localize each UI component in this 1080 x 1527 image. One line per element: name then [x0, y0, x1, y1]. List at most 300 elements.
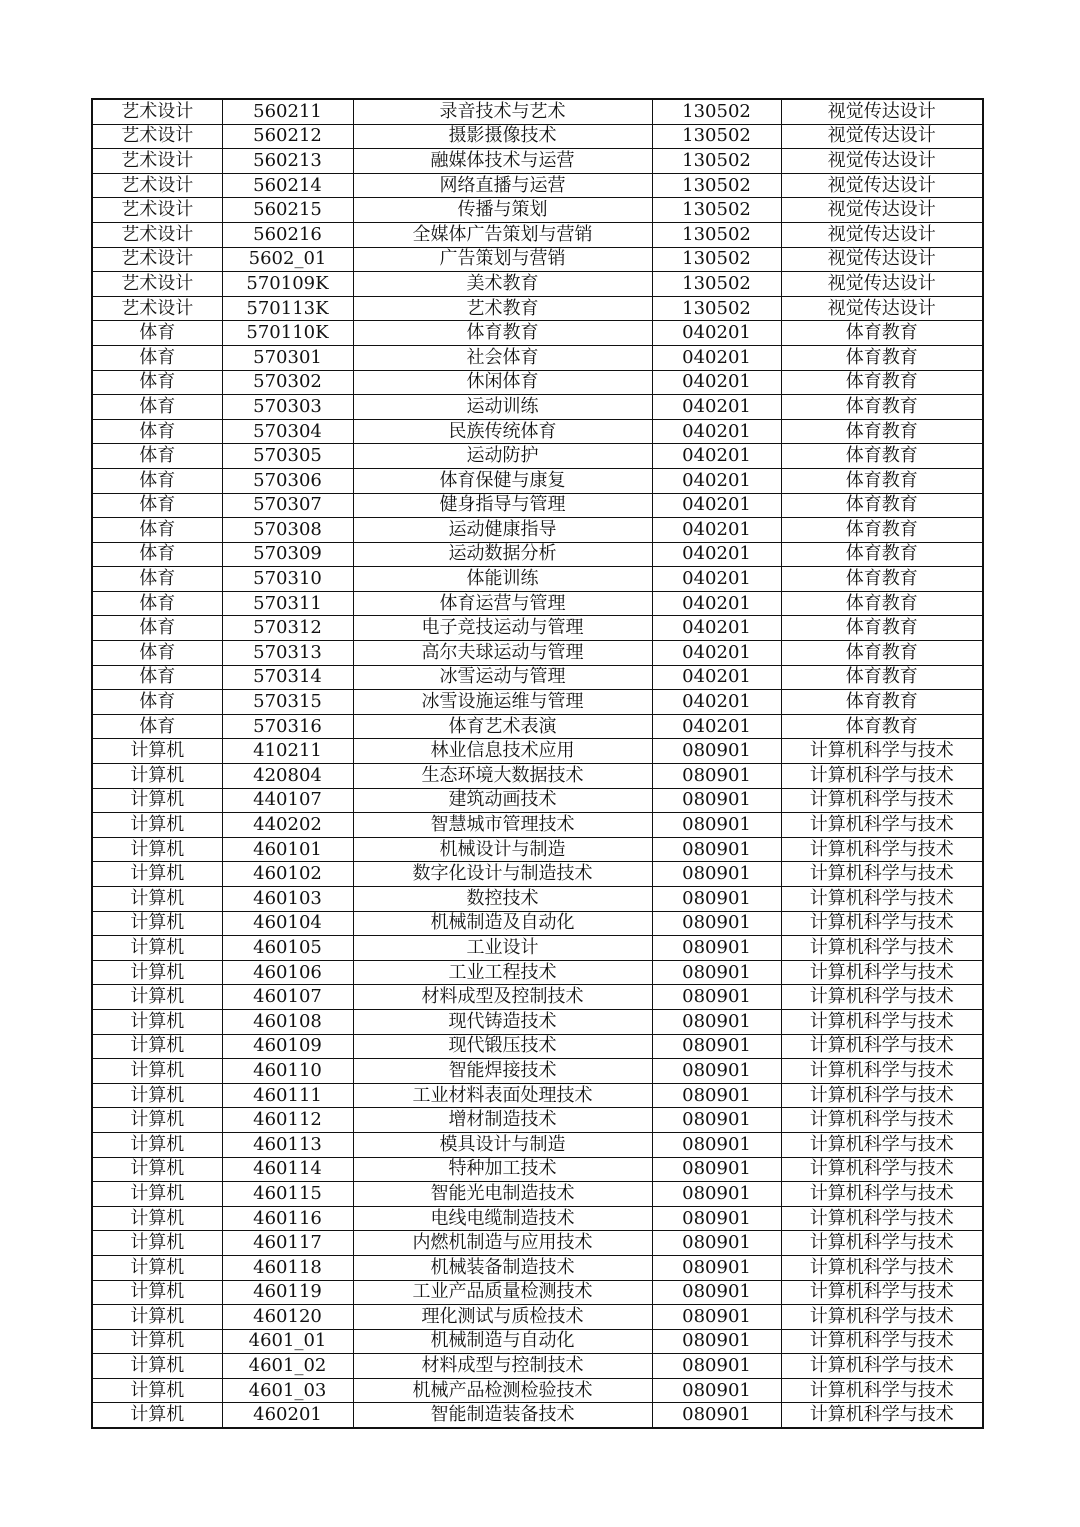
undergrad-major-cell: 体育教育: [781, 690, 983, 715]
undergrad-major-cell: 体育教育: [781, 665, 983, 690]
table-row: [92, 911, 983, 936]
vocational-code-cell: 570303: [222, 395, 353, 420]
undergrad-major-cell: 计算机科学与技术: [781, 1329, 983, 1354]
vocational-major-cell: 全媒体广告策划与营销: [353, 222, 652, 247]
category-cell: 计算机: [92, 1132, 222, 1157]
undergrad-major-cell: 计算机科学与技术: [781, 1378, 983, 1403]
vocational-major-cell: 体育保健与康复: [353, 468, 652, 493]
category-cell: 体育: [92, 370, 222, 395]
undergrad-major-cell: 视觉传达设计: [781, 272, 983, 297]
vocational-major-cell: 艺术教育: [353, 296, 652, 321]
vocational-code-cell: 570314: [222, 665, 353, 690]
vocational-major-cell: 网络直播与运营: [353, 173, 652, 198]
undergrad-code-cell: 080901: [652, 1329, 781, 1354]
table-row: [92, 714, 983, 739]
vocational-code-cell: 570312: [222, 616, 353, 641]
vocational-major-cell: 电线电缆制造技术: [353, 1206, 652, 1231]
table-row: [92, 198, 983, 223]
category-cell: 计算机: [92, 1059, 222, 1084]
vocational-code-cell: 570113K: [222, 296, 353, 321]
vocational-code-cell: 460113: [222, 1132, 353, 1157]
vocational-major-cell: 智慧城市管理技术: [353, 813, 652, 838]
undergrad-code-cell: 080901: [652, 1403, 781, 1428]
vocational-code-cell: 460101: [222, 837, 353, 862]
undergrad-code-cell: 130502: [652, 198, 781, 223]
category-cell: 体育: [92, 444, 222, 469]
vocational-code-cell: 560214: [222, 173, 353, 198]
category-cell: 体育: [92, 591, 222, 616]
undergrad-major-cell: 计算机科学与技术: [781, 813, 983, 838]
vocational-code-cell: 440202: [222, 813, 353, 838]
vocational-code-cell: 570110K: [222, 321, 353, 346]
category-cell: 体育: [92, 641, 222, 666]
vocational-code-cell: 570309: [222, 542, 353, 567]
undergrad-major-cell: 体育教育: [781, 444, 983, 469]
vocational-code-cell: 4601_02: [222, 1354, 353, 1379]
table-row: [92, 345, 983, 370]
table-row: [92, 1009, 983, 1034]
vocational-major-cell: 林业信息技术应用: [353, 739, 652, 764]
vocational-major-cell: 生态环境大数据技术: [353, 764, 652, 789]
table-row: [92, 1280, 983, 1305]
vocational-major-cell: 机械产品检测检验技术: [353, 1378, 652, 1403]
category-cell: 计算机: [92, 1157, 222, 1182]
undergrad-major-cell: 计算机科学与技术: [781, 1157, 983, 1182]
category-cell: 体育: [92, 714, 222, 739]
table-row: [92, 616, 983, 641]
undergrad-major-cell: 视觉传达设计: [781, 124, 983, 149]
undergrad-major-cell: 体育教育: [781, 370, 983, 395]
table-row: [92, 296, 983, 321]
vocational-major-cell: 体育艺术表演: [353, 714, 652, 739]
undergrad-code-cell: 080901: [652, 1354, 781, 1379]
undergrad-major-cell: 计算机科学与技术: [781, 862, 983, 887]
category-cell: 计算机: [92, 764, 222, 789]
undergrad-code-cell: 040201: [652, 419, 781, 444]
vocational-major-cell: 智能光电制造技术: [353, 1182, 652, 1207]
undergrad-code-cell: 040201: [652, 641, 781, 666]
vocational-major-cell: 冰雪运动与管理: [353, 665, 652, 690]
category-cell: 体育: [92, 616, 222, 641]
major-mapping-table: [91, 98, 984, 1429]
undergrad-code-cell: 080901: [652, 1083, 781, 1108]
undergrad-major-cell: 计算机科学与技术: [781, 1206, 983, 1231]
vocational-major-cell: 运动健康指导: [353, 518, 652, 543]
table-row: [92, 247, 983, 272]
vocational-code-cell: 460114: [222, 1157, 353, 1182]
vocational-code-cell: 460111: [222, 1083, 353, 1108]
vocational-code-cell: 460115: [222, 1182, 353, 1207]
undergrad-major-cell: 视觉传达设计: [781, 99, 983, 124]
category-cell: 计算机: [92, 1354, 222, 1379]
table-row: [92, 591, 983, 616]
vocational-code-cell: 460118: [222, 1255, 353, 1280]
vocational-code-cell: 560213: [222, 149, 353, 174]
table-row: [92, 1354, 983, 1379]
category-cell: 计算机: [92, 862, 222, 887]
undergrad-code-cell: 080901: [652, 764, 781, 789]
undergrad-code-cell: 080901: [652, 1255, 781, 1280]
category-cell: 计算机: [92, 1182, 222, 1207]
undergrad-code-cell: 130502: [652, 272, 781, 297]
undergrad-code-cell: 040201: [652, 345, 781, 370]
undergrad-code-cell: 040201: [652, 690, 781, 715]
category-cell: 计算机: [92, 813, 222, 838]
category-cell: 计算机: [92, 1403, 222, 1428]
vocational-major-cell: 健身指导与管理: [353, 493, 652, 518]
vocational-major-cell: 传播与策划: [353, 198, 652, 223]
undergrad-major-cell: 体育教育: [781, 419, 983, 444]
undergrad-major-cell: 体育教育: [781, 518, 983, 543]
vocational-major-cell: 工业材料表面处理技术: [353, 1083, 652, 1108]
category-cell: 计算机: [92, 936, 222, 961]
category-cell: 计算机: [92, 1329, 222, 1354]
table-row: [92, 1206, 983, 1231]
category-cell: 计算机: [92, 1305, 222, 1330]
undergrad-major-cell: 体育教育: [781, 616, 983, 641]
undergrad-major-cell: 计算机科学与技术: [781, 985, 983, 1010]
undergrad-code-cell: 080901: [652, 1206, 781, 1231]
table-row: [92, 1182, 983, 1207]
table-row: [92, 493, 983, 518]
category-cell: 计算机: [92, 1009, 222, 1034]
table-row: [92, 862, 983, 887]
undergrad-major-cell: 视觉传达设计: [781, 198, 983, 223]
table-row: [92, 1132, 983, 1157]
vocational-code-cell: 570306: [222, 468, 353, 493]
vocational-code-cell: 440107: [222, 788, 353, 813]
undergrad-major-cell: 计算机科学与技术: [781, 1009, 983, 1034]
table-row: [92, 960, 983, 985]
vocational-code-cell: 5602_01: [222, 247, 353, 272]
undergrad-code-cell: 130502: [652, 149, 781, 174]
table-row: [92, 813, 983, 838]
undergrad-code-cell: 080901: [652, 887, 781, 912]
undergrad-code-cell: 080901: [652, 936, 781, 961]
vocational-code-cell: 460105: [222, 936, 353, 961]
undergrad-major-cell: 体育教育: [781, 395, 983, 420]
table-row: [92, 1378, 983, 1403]
vocational-major-cell: 机械装备制造技术: [353, 1255, 652, 1280]
undergrad-major-cell: 视觉传达设计: [781, 296, 983, 321]
category-cell: 体育: [92, 419, 222, 444]
table-row: [92, 1403, 983, 1428]
vocational-major-cell: 工业产品质量检测技术: [353, 1280, 652, 1305]
vocational-code-cell: 4601_03: [222, 1378, 353, 1403]
vocational-code-cell: 460108: [222, 1009, 353, 1034]
category-cell: 艺术设计: [92, 222, 222, 247]
vocational-major-cell: 建筑动画技术: [353, 788, 652, 813]
category-cell: 计算机: [92, 739, 222, 764]
table-row: [92, 1059, 983, 1084]
category-cell: 体育: [92, 345, 222, 370]
vocational-code-cell: 460103: [222, 887, 353, 912]
category-cell: 计算机: [92, 1206, 222, 1231]
undergrad-major-cell: 计算机科学与技术: [781, 1059, 983, 1084]
vocational-code-cell: 570307: [222, 493, 353, 518]
undergrad-code-cell: 040201: [652, 567, 781, 592]
vocational-code-cell: 460104: [222, 911, 353, 936]
undergrad-major-cell: 体育教育: [781, 591, 983, 616]
category-cell: 计算机: [92, 788, 222, 813]
table-row: [92, 222, 983, 247]
undergrad-code-cell: 080901: [652, 1231, 781, 1256]
undergrad-major-cell: 体育教育: [781, 493, 983, 518]
table-row: [92, 1255, 983, 1280]
undergrad-code-cell: 080901: [652, 739, 781, 764]
table-row: [92, 567, 983, 592]
category-cell: 艺术设计: [92, 124, 222, 149]
category-cell: 艺术设计: [92, 272, 222, 297]
category-cell: 体育: [92, 468, 222, 493]
undergrad-code-cell: 040201: [652, 542, 781, 567]
vocational-code-cell: 570313: [222, 641, 353, 666]
table-row: [92, 985, 983, 1010]
table-row: [92, 542, 983, 567]
vocational-major-cell: 摄影摄像技术: [353, 124, 652, 149]
vocational-major-cell: 体育运营与管理: [353, 591, 652, 616]
undergrad-major-cell: 计算机科学与技术: [781, 1305, 983, 1330]
undergrad-major-cell: 计算机科学与技术: [781, 1403, 983, 1428]
table-row: [92, 764, 983, 789]
vocational-major-cell: 理化测试与质检技术: [353, 1305, 652, 1330]
category-cell: 计算机: [92, 985, 222, 1010]
undergrad-major-cell: 计算机科学与技术: [781, 936, 983, 961]
undergrad-code-cell: 080901: [652, 813, 781, 838]
undergrad-major-cell: 体育教育: [781, 345, 983, 370]
vocational-code-cell: 460120: [222, 1305, 353, 1330]
undergrad-code-cell: 040201: [652, 591, 781, 616]
vocational-major-cell: 机械制造及自动化: [353, 911, 652, 936]
vocational-major-cell: 运动数据分析: [353, 542, 652, 567]
undergrad-major-cell: 计算机科学与技术: [781, 1255, 983, 1280]
table-row: [92, 1034, 983, 1059]
undergrad-code-cell: 080901: [652, 837, 781, 862]
category-cell: 计算机: [92, 960, 222, 985]
undergrad-code-cell: 080901: [652, 985, 781, 1010]
undergrad-code-cell: 040201: [652, 444, 781, 469]
undergrad-code-cell: 080901: [652, 788, 781, 813]
undergrad-major-cell: 计算机科学与技术: [781, 887, 983, 912]
undergrad-code-cell: 040201: [652, 321, 781, 346]
undergrad-major-cell: 计算机科学与技术: [781, 837, 983, 862]
vocational-code-cell: 560216: [222, 222, 353, 247]
undergrad-code-cell: 080901: [652, 1034, 781, 1059]
undergrad-major-cell: 计算机科学与技术: [781, 1034, 983, 1059]
vocational-major-cell: 广告策划与营销: [353, 247, 652, 272]
undergrad-major-cell: 计算机科学与技术: [781, 764, 983, 789]
undergrad-major-cell: 计算机科学与技术: [781, 1280, 983, 1305]
undergrad-code-cell: 130502: [652, 222, 781, 247]
vocational-major-cell: 工业工程技术: [353, 960, 652, 985]
table-row: [92, 468, 983, 493]
vocational-major-cell: 休闲体育: [353, 370, 652, 395]
category-cell: 体育: [92, 395, 222, 420]
table-row: [92, 1157, 983, 1182]
undergrad-major-cell: 体育教育: [781, 567, 983, 592]
vocational-major-cell: 冰雪设施运维与管理: [353, 690, 652, 715]
table-row: [92, 1083, 983, 1108]
vocational-code-cell: 570301: [222, 345, 353, 370]
vocational-major-cell: 机械制造与自动化: [353, 1329, 652, 1354]
category-cell: 体育: [92, 493, 222, 518]
category-cell: 计算机: [92, 1108, 222, 1133]
table-row: [92, 99, 983, 124]
vocational-major-cell: 录音技术与艺术: [353, 99, 652, 124]
undergrad-major-cell: 体育教育: [781, 468, 983, 493]
undergrad-major-cell: 体育教育: [781, 542, 983, 567]
vocational-code-cell: 570302: [222, 370, 353, 395]
undergrad-code-cell: 080901: [652, 960, 781, 985]
vocational-code-cell: 570304: [222, 419, 353, 444]
undergrad-major-cell: 视觉传达设计: [781, 222, 983, 247]
undergrad-code-cell: 130502: [652, 296, 781, 321]
undergrad-code-cell: 130502: [652, 124, 781, 149]
vocational-major-cell: 智能制造装备技术: [353, 1403, 652, 1428]
undergrad-major-cell: 计算机科学与技术: [781, 1231, 983, 1256]
category-cell: 体育: [92, 542, 222, 567]
table-row: [92, 173, 983, 198]
vocational-major-cell: 材料成型与控制技术: [353, 1354, 652, 1379]
vocational-major-cell: 数控技术: [353, 887, 652, 912]
vocational-major-cell: 现代锻压技术: [353, 1034, 652, 1059]
undergrad-code-cell: 080901: [652, 862, 781, 887]
undergrad-code-cell: 040201: [652, 518, 781, 543]
vocational-major-cell: 材料成型及控制技术: [353, 985, 652, 1010]
category-cell: 计算机: [92, 1255, 222, 1280]
vocational-code-cell: 460106: [222, 960, 353, 985]
vocational-major-cell: 高尔夫球运动与管理: [353, 641, 652, 666]
table-body: [92, 99, 983, 1428]
vocational-code-cell: 410211: [222, 739, 353, 764]
table-row: [92, 690, 983, 715]
vocational-major-cell: 民族传统体育: [353, 419, 652, 444]
vocational-code-cell: 460107: [222, 985, 353, 1010]
vocational-major-cell: 内燃机制造与应用技术: [353, 1231, 652, 1256]
undergrad-code-cell: 130502: [652, 247, 781, 272]
vocational-code-cell: 460112: [222, 1108, 353, 1133]
category-cell: 计算机: [92, 1034, 222, 1059]
undergrad-code-cell: 080901: [652, 1108, 781, 1133]
vocational-major-cell: 智能焊接技术: [353, 1059, 652, 1084]
vocational-code-cell: 570308: [222, 518, 353, 543]
undergrad-major-cell: 视觉传达设计: [781, 149, 983, 174]
vocational-major-cell: 模具设计与制造: [353, 1132, 652, 1157]
undergrad-major-cell: 计算机科学与技术: [781, 1108, 983, 1133]
vocational-major-cell: 运动防护: [353, 444, 652, 469]
vocational-major-cell: 美术教育: [353, 272, 652, 297]
table-row: [92, 1108, 983, 1133]
vocational-major-cell: 增材制造技术: [353, 1108, 652, 1133]
vocational-code-cell: 460117: [222, 1231, 353, 1256]
vocational-major-cell: 机械设计与制造: [353, 837, 652, 862]
undergrad-code-cell: 040201: [652, 395, 781, 420]
undergrad-code-cell: 130502: [652, 173, 781, 198]
undergrad-code-cell: 080901: [652, 1280, 781, 1305]
table-row: [92, 936, 983, 961]
category-cell: 计算机: [92, 837, 222, 862]
vocational-major-cell: 数字化设计与制造技术: [353, 862, 652, 887]
vocational-code-cell: 570316: [222, 714, 353, 739]
vocational-code-cell: 560212: [222, 124, 353, 149]
category-cell: 体育: [92, 567, 222, 592]
table-row: [92, 518, 983, 543]
undergrad-code-cell: 040201: [652, 665, 781, 690]
vocational-code-cell: 560211: [222, 99, 353, 124]
table-row: [92, 739, 983, 764]
table-row: [92, 665, 983, 690]
vocational-major-cell: 融媒体技术与运营: [353, 149, 652, 174]
category-cell: 艺术设计: [92, 99, 222, 124]
undergrad-code-cell: 080901: [652, 1182, 781, 1207]
vocational-major-cell: 体能训练: [353, 567, 652, 592]
undergrad-major-cell: 计算机科学与技术: [781, 1132, 983, 1157]
category-cell: 艺术设计: [92, 247, 222, 272]
vocational-code-cell: 570311: [222, 591, 353, 616]
undergrad-code-cell: 040201: [652, 370, 781, 395]
undergrad-major-cell: 计算机科学与技术: [781, 911, 983, 936]
undergrad-code-cell: 040201: [652, 493, 781, 518]
undergrad-major-cell: 视觉传达设计: [781, 247, 983, 272]
category-cell: 艺术设计: [92, 149, 222, 174]
table-row: [92, 272, 983, 297]
undergrad-major-cell: 计算机科学与技术: [781, 1182, 983, 1207]
vocational-major-cell: 工业设计: [353, 936, 652, 961]
undergrad-major-cell: 计算机科学与技术: [781, 788, 983, 813]
table-row: [92, 370, 983, 395]
table-row: [92, 444, 983, 469]
undergrad-code-cell: 040201: [652, 616, 781, 641]
category-cell: 体育: [92, 518, 222, 543]
undergrad-code-cell: 080901: [652, 911, 781, 936]
undergrad-code-cell: 080901: [652, 1009, 781, 1034]
category-cell: 计算机: [92, 911, 222, 936]
table-row: [92, 124, 983, 149]
undergrad-major-cell: 计算机科学与技术: [781, 960, 983, 985]
vocational-code-cell: 570109K: [222, 272, 353, 297]
category-cell: 计算机: [92, 1083, 222, 1108]
undergrad-major-cell: 体育教育: [781, 321, 983, 346]
undergrad-major-cell: 计算机科学与技术: [781, 1354, 983, 1379]
undergrad-code-cell: 080901: [652, 1305, 781, 1330]
undergrad-code-cell: 040201: [652, 468, 781, 493]
table-row: [92, 1231, 983, 1256]
category-cell: 艺术设计: [92, 198, 222, 223]
vocational-code-cell: 420804: [222, 764, 353, 789]
undergrad-code-cell: 130502: [652, 99, 781, 124]
vocational-major-cell: 特种加工技术: [353, 1157, 652, 1182]
category-cell: 计算机: [92, 1378, 222, 1403]
table-row: [92, 419, 983, 444]
undergrad-code-cell: 080901: [652, 1157, 781, 1182]
category-cell: 艺术设计: [92, 173, 222, 198]
table-row: [92, 1329, 983, 1354]
vocational-major-cell: 运动训练: [353, 395, 652, 420]
vocational-code-cell: 460110: [222, 1059, 353, 1084]
category-cell: 计算机: [92, 887, 222, 912]
vocational-code-cell: 460201: [222, 1403, 353, 1428]
vocational-major-cell: 社会体育: [353, 345, 652, 370]
vocational-major-cell: 现代铸造技术: [353, 1009, 652, 1034]
undergrad-code-cell: 080901: [652, 1132, 781, 1157]
category-cell: 艺术设计: [92, 296, 222, 321]
undergrad-major-cell: 体育教育: [781, 641, 983, 666]
table-row: [92, 1305, 983, 1330]
category-cell: 计算机: [92, 1231, 222, 1256]
undergrad-major-cell: 计算机科学与技术: [781, 739, 983, 764]
undergrad-code-cell: 040201: [652, 714, 781, 739]
table-row: [92, 887, 983, 912]
